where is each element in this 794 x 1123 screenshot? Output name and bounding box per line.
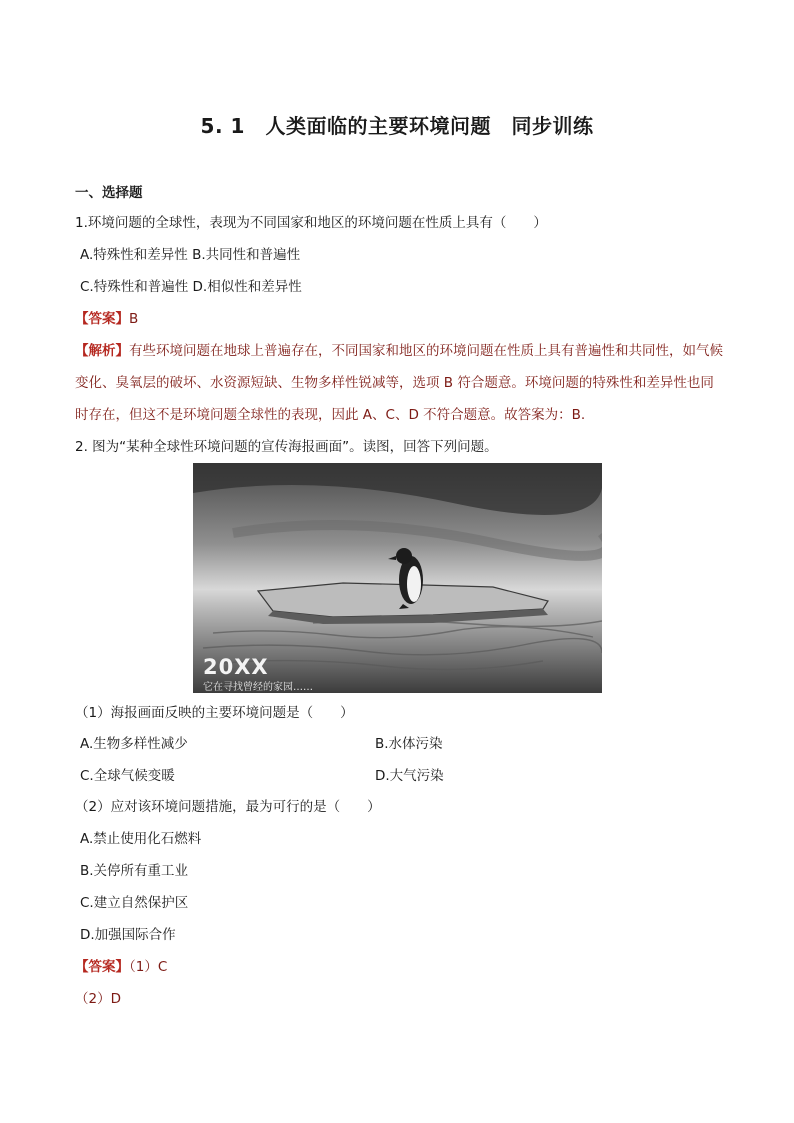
q1-answer [75,309,138,329]
poster-image [193,463,602,693]
sub1-stem: （1）海报画面反映的主要环境问题是（ ） [75,705,354,721]
q2-stem: 2. 图为“某种全球性环境问题的宣传海报画面”。读图，回答下列问题。 [75,439,498,455]
sub2-stem: （2）应对该环境问题措施，最为可行的是（ ） [75,799,381,815]
page-title: 5. 1 人类面临的主要环境问题 同步训练 [200,114,594,138]
poster-caption: 它在寻找曾经的家园…… [203,682,313,693]
sub1-option-c: C.全球气候变暖 [80,768,175,784]
sub2-option-a: A.禁止使用化石燃料 [80,831,202,847]
answer-value: B [129,311,139,327]
q1-stem: 1.环境问题的全球性，表现为不同国家和地区的环境问题在性质上具有（ ） [75,215,547,231]
sub2-option-d: D.加强国际合作 [80,927,176,943]
sub1-option-b: B.水体污染 [375,736,443,752]
section-heading: 一、选择题 [75,185,143,201]
analysis-text: 有些环境问题在地球上普遍存在，不同国家和地区的环境问题在性质上具有普遍性和共同性，如气候变化、臭氧层的破坏、水资源短缺、生物多样性锐减等，选项 B 符合题意。环境问题的特殊性和差异性也同时存在，但这不是环境问题全球性的表现，因此 A、C、D 不符合题意。故答案为：B. [75,343,723,423]
q1-analysis [75,335,725,431]
sub1-option-d: D.大气污染 [375,768,444,784]
q1-options-ab: A.特殊性和差异性 B.共同性和普遍性 [80,247,301,263]
sub2-option-b: B.关停所有重工业 [80,863,189,879]
sub2-option-c: C.建立自然保护区 [80,895,189,911]
answer-value: （1）C [129,959,168,975]
answer-tag: 【答案】 [75,959,129,975]
sub1-option-a: A.生物多样性减少 [80,736,188,752]
q1-options-cd: C.特殊性和普遍性 D.相似性和差异性 [80,279,302,295]
q2-answer-1 [75,957,167,977]
analysis-tag: 【解析】 [75,343,129,359]
poster-year: 20XX [203,655,269,679]
answer-tag: 【答案】 [75,311,129,327]
q2-answer-2: （2）D [75,991,121,1007]
